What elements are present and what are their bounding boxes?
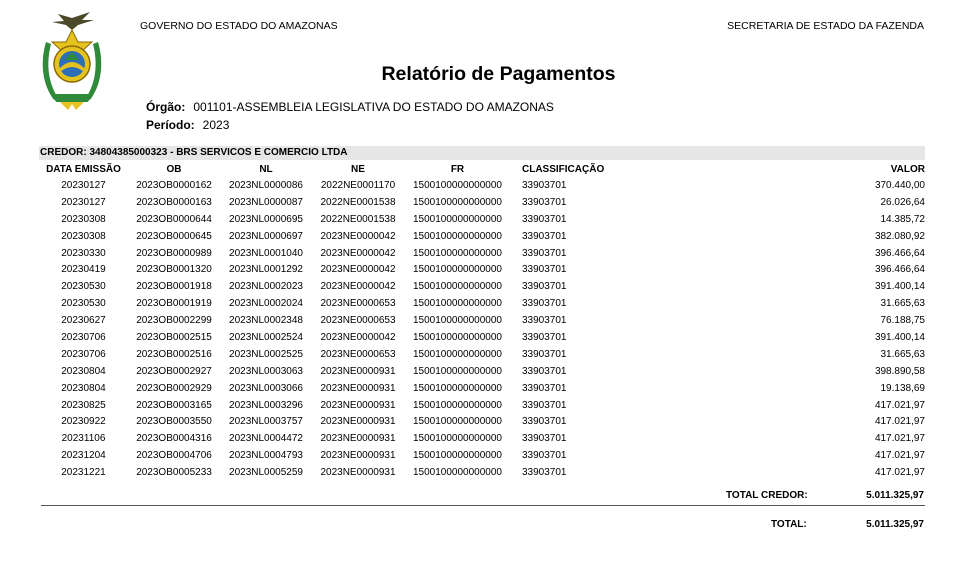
cell-classificacao: 33903701 bbox=[522, 281, 567, 293]
cell-valor: 417.021,97 bbox=[874, 399, 925, 411]
cell-nl: 2023NL0003296 bbox=[229, 399, 303, 411]
table-row bbox=[39, 261, 925, 278]
cell-valor: 396.466,64 bbox=[874, 247, 925, 259]
total-credor-value: 5.011.325,97 bbox=[866, 490, 924, 501]
cell-classificacao: 33903701 bbox=[522, 399, 567, 411]
cell-valor: 14.385,72 bbox=[880, 213, 925, 225]
cell-nl: 2023NL0000087 bbox=[229, 196, 303, 208]
table-body bbox=[39, 177, 925, 481]
cell-nl: 2023NL0000697 bbox=[229, 230, 303, 242]
cell-fr: 1500100000000000 bbox=[413, 416, 502, 428]
cell-ob: 2023OB0002516 bbox=[136, 348, 212, 360]
table-row bbox=[39, 430, 925, 447]
cell-ob: 2023OB0003165 bbox=[136, 399, 212, 411]
cell-data-emissao: 20230804 bbox=[61, 382, 106, 394]
cell-classificacao: 33903701 bbox=[522, 179, 567, 191]
cell-ne: 2023NE0000931 bbox=[320, 416, 396, 428]
cell-data-emissao: 20230308 bbox=[61, 213, 106, 225]
cell-ob: 2023OB0001320 bbox=[136, 264, 212, 276]
col-fr: FR bbox=[450, 164, 465, 175]
cell-data-emissao: 20230127 bbox=[61, 179, 106, 191]
cell-nl: 2023NL0000086 bbox=[229, 179, 303, 191]
cell-valor: 370.440,00 bbox=[874, 179, 925, 191]
cell-classificacao: 33903701 bbox=[522, 264, 567, 276]
cell-valor: 417.021,97 bbox=[874, 433, 925, 445]
cell-ne: 2022NE0001170 bbox=[320, 179, 396, 191]
cell-data-emissao: 20230330 bbox=[61, 247, 106, 259]
col-nl: NL bbox=[259, 164, 273, 175]
cell-ne: 2023NE0000931 bbox=[320, 399, 396, 411]
cell-data-emissao: 20231204 bbox=[61, 450, 106, 462]
cell-nl: 2023NL0002524 bbox=[229, 331, 303, 343]
orgao-line bbox=[146, 100, 554, 114]
cell-ob: 2023OB0000645 bbox=[136, 230, 212, 242]
table-row bbox=[39, 245, 925, 262]
cell-ne: 2023NE0000042 bbox=[320, 281, 396, 293]
cell-data-emissao: 20230804 bbox=[61, 365, 106, 377]
cell-ne: 2023NE0000042 bbox=[320, 264, 396, 276]
cell-fr: 1500100000000000 bbox=[413, 433, 502, 445]
table-row bbox=[39, 397, 925, 414]
cell-classificacao: 33903701 bbox=[522, 467, 567, 479]
cell-nl: 2023NL0004472 bbox=[229, 433, 303, 445]
cell-valor: 382.080,92 bbox=[874, 230, 925, 242]
table-row bbox=[39, 363, 925, 380]
cell-ne: 2023NE0000931 bbox=[320, 365, 396, 377]
cell-ne: 2023NE0000931 bbox=[320, 433, 396, 445]
orgao-value: 001101-ASSEMBLEIA LEGISLATIVA DO ESTADO DO AMAZONAS bbox=[193, 100, 554, 114]
cell-ne: 2023NE0000931 bbox=[320, 382, 396, 394]
periodo-label: Período: bbox=[146, 118, 195, 132]
table-row bbox=[39, 194, 925, 211]
cell-classificacao: 33903701 bbox=[522, 331, 567, 343]
table-row bbox=[39, 329, 925, 346]
cell-data-emissao: 20230922 bbox=[61, 416, 106, 428]
cell-nl: 2023NL0000695 bbox=[229, 213, 303, 225]
cell-valor: 31.665,63 bbox=[880, 348, 925, 360]
cell-nl: 2023NL0002525 bbox=[229, 348, 303, 360]
cell-classificacao: 33903701 bbox=[522, 382, 567, 394]
cell-ne: 2023NE0000931 bbox=[320, 467, 396, 479]
cell-classificacao: 33903701 bbox=[522, 365, 567, 377]
col-ne: NE bbox=[351, 164, 365, 175]
cell-classificacao: 33903701 bbox=[522, 450, 567, 462]
cell-fr: 1500100000000000 bbox=[413, 450, 502, 462]
table-row bbox=[39, 312, 925, 329]
cell-ne: 2023NE0000042 bbox=[320, 230, 396, 242]
cell-classificacao: 33903701 bbox=[522, 416, 567, 428]
cell-data-emissao: 20230308 bbox=[61, 230, 106, 242]
cell-ob: 2023OB0000989 bbox=[136, 247, 212, 259]
cell-fr: 1500100000000000 bbox=[413, 281, 502, 293]
cell-fr: 1500100000000000 bbox=[413, 399, 502, 411]
cell-fr: 1500100000000000 bbox=[413, 365, 502, 377]
cell-nl: 2023NL0003757 bbox=[229, 416, 303, 428]
cell-ob: 2023OB0000163 bbox=[136, 196, 212, 208]
cell-fr: 1500100000000000 bbox=[413, 467, 502, 479]
cell-valor: 391.400,14 bbox=[874, 281, 925, 293]
cell-classificacao: 33903701 bbox=[522, 247, 567, 259]
cell-fr: 1500100000000000 bbox=[413, 196, 502, 208]
cell-nl: 2023NL0003063 bbox=[229, 365, 303, 377]
cell-valor: 19.138,69 bbox=[880, 382, 925, 394]
cell-fr: 1500100000000000 bbox=[413, 315, 502, 327]
cell-fr: 1500100000000000 bbox=[413, 179, 502, 191]
cell-fr: 1500100000000000 bbox=[413, 348, 502, 360]
cell-valor: 417.021,97 bbox=[874, 450, 925, 462]
cell-nl: 2023NL0004793 bbox=[229, 450, 303, 462]
cell-classificacao: 33903701 bbox=[522, 230, 567, 242]
report-title: Relatório de Pagamentos bbox=[381, 63, 616, 85]
cell-ob: 2023OB0002927 bbox=[136, 365, 212, 377]
cell-fr: 1500100000000000 bbox=[413, 298, 502, 310]
cell-fr: 1500100000000000 bbox=[413, 264, 502, 276]
payments-table bbox=[39, 162, 925, 481]
header-secretariat: SECRETARIA DE ESTADO DA FAZENDA bbox=[727, 20, 924, 32]
col-classificacao: CLASSIFICAÇÃO bbox=[522, 164, 605, 175]
cell-classificacao: 33903701 bbox=[522, 315, 567, 327]
total-divider bbox=[41, 505, 925, 506]
cell-nl: 2023NL0001040 bbox=[229, 247, 303, 259]
cell-ne: 2023NE0000931 bbox=[320, 450, 396, 462]
cell-nl: 2023NL0003066 bbox=[229, 382, 303, 394]
table-row bbox=[39, 346, 925, 363]
cell-valor: 417.021,97 bbox=[874, 467, 925, 479]
cell-ob: 2023OB0003550 bbox=[136, 416, 212, 428]
table-row bbox=[39, 464, 925, 481]
cell-data-emissao: 20230419 bbox=[61, 264, 106, 276]
total-label: TOTAL: bbox=[771, 519, 807, 530]
cell-data-emissao: 20230127 bbox=[61, 196, 106, 208]
table-row bbox=[39, 228, 925, 245]
table-header-row bbox=[39, 162, 925, 177]
credor-band: CREDOR: 34804385000323 - BRS SERVICOS E COMERCIO LTDA bbox=[39, 146, 925, 160]
cell-nl: 2023NL0002348 bbox=[229, 315, 303, 327]
cell-data-emissao: 20230706 bbox=[61, 331, 106, 343]
table-row bbox=[39, 447, 925, 464]
periodo-value: 2023 bbox=[202, 118, 230, 132]
total-credor-label: TOTAL CREDOR: bbox=[726, 490, 808, 501]
cell-classificacao: 33903701 bbox=[522, 348, 567, 360]
header-government: GOVERNO DO ESTADO DO AMAZONAS bbox=[140, 20, 338, 32]
cell-ob: 2023OB0004706 bbox=[136, 450, 212, 462]
cell-fr: 1500100000000000 bbox=[413, 213, 502, 225]
cell-nl: 2023NL0005259 bbox=[229, 467, 303, 479]
table-row bbox=[39, 295, 925, 312]
cell-ob: 2023OB0000644 bbox=[136, 213, 212, 225]
cell-ob: 2023OB0002515 bbox=[136, 331, 212, 343]
cell-ob: 2023OB0004316 bbox=[136, 433, 212, 445]
table-row bbox=[39, 177, 925, 194]
cell-ne: 2023NE0000653 bbox=[320, 298, 396, 310]
total-value: 5.011.325,97 bbox=[866, 519, 924, 530]
cell-fr: 1500100000000000 bbox=[413, 230, 502, 242]
cell-valor: 31.665,63 bbox=[880, 298, 925, 310]
cell-classificacao: 33903701 bbox=[522, 213, 567, 225]
cell-classificacao: 33903701 bbox=[522, 196, 567, 208]
cell-data-emissao: 20230627 bbox=[61, 315, 106, 327]
cell-valor: 26.026,64 bbox=[880, 196, 925, 208]
col-valor: VALOR bbox=[890, 164, 925, 175]
cell-valor: 76.188,75 bbox=[880, 315, 925, 327]
cell-fr: 1500100000000000 bbox=[413, 331, 502, 343]
cell-ne: 2023NE0000653 bbox=[320, 348, 396, 360]
cell-ob: 2023OB0002929 bbox=[136, 382, 212, 394]
cell-nl: 2023NL0002023 bbox=[229, 281, 303, 293]
cell-ob: 2023OB0000162 bbox=[136, 179, 212, 191]
cell-ne: 2023NE0000653 bbox=[320, 315, 396, 327]
cell-ne: 2023NE0000042 bbox=[320, 331, 396, 343]
cell-data-emissao: 20230530 bbox=[61, 298, 106, 310]
cell-data-emissao: 20230706 bbox=[61, 348, 106, 360]
table-row bbox=[39, 211, 925, 228]
cell-valor: 398.890,58 bbox=[874, 365, 925, 377]
table-row bbox=[39, 278, 925, 295]
orgao-label: Órgão: bbox=[146, 100, 186, 114]
table-row bbox=[39, 380, 925, 397]
cell-ob: 2023OB0001918 bbox=[136, 281, 212, 293]
cell-valor: 396.466,64 bbox=[874, 264, 925, 276]
cell-ob: 2023OB0005233 bbox=[136, 467, 212, 479]
cell-valor: 417.021,97 bbox=[874, 416, 925, 428]
col-data-emissao: DATA EMISSÃO bbox=[46, 164, 121, 175]
cell-ne: 2023NE0000042 bbox=[320, 247, 396, 259]
cell-classificacao: 33903701 bbox=[522, 298, 567, 310]
cell-data-emissao: 20231106 bbox=[61, 433, 106, 445]
periodo-line bbox=[146, 118, 229, 132]
cell-data-emissao: 20230825 bbox=[61, 399, 106, 411]
cell-nl: 2023NL0001292 bbox=[229, 264, 303, 276]
cell-ob: 2023OB0002299 bbox=[136, 315, 212, 327]
cell-valor: 391.400,14 bbox=[874, 331, 925, 343]
cell-ne: 2022NE0001538 bbox=[320, 196, 396, 208]
cell-nl: 2023NL0002024 bbox=[229, 298, 303, 310]
cell-ob: 2023OB0001919 bbox=[136, 298, 212, 310]
col-ob: OB bbox=[166, 164, 182, 175]
table-row bbox=[39, 413, 925, 430]
cell-ne: 2022NE0001538 bbox=[320, 213, 396, 225]
cell-fr: 1500100000000000 bbox=[413, 382, 502, 394]
cell-data-emissao: 20230530 bbox=[61, 281, 106, 293]
cell-classificacao: 33903701 bbox=[522, 433, 567, 445]
cell-fr: 1500100000000000 bbox=[413, 247, 502, 259]
cell-data-emissao: 20231221 bbox=[61, 467, 106, 479]
